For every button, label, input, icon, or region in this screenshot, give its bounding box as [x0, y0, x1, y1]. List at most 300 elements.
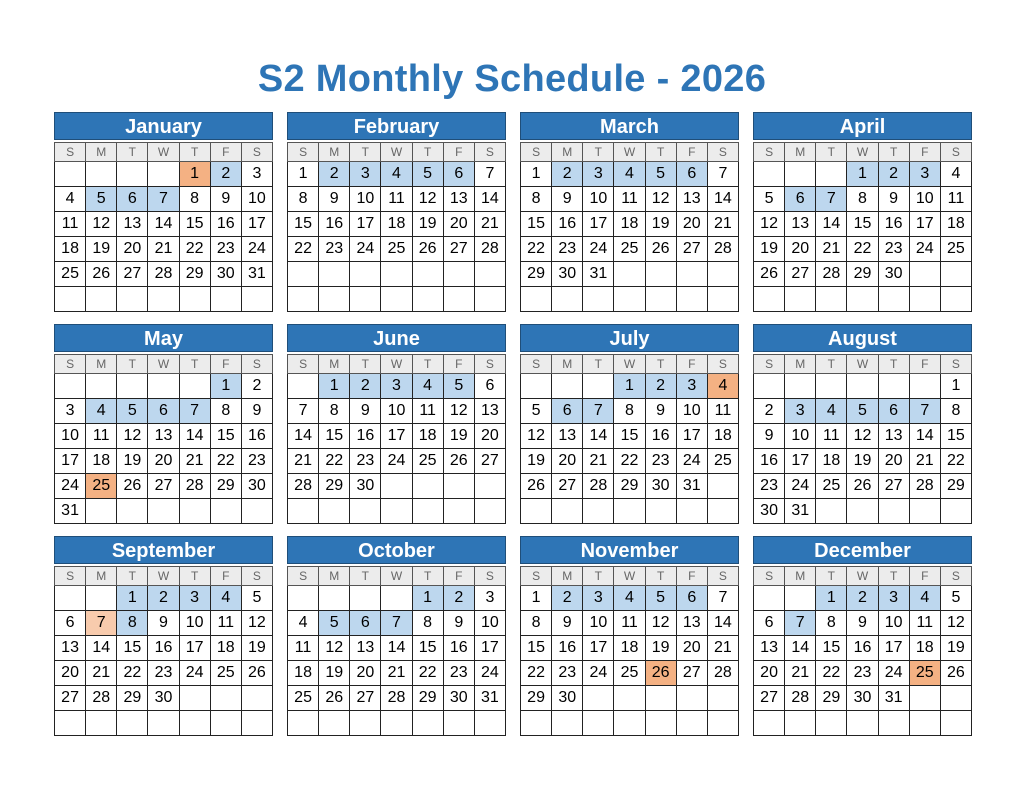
- day-cell: 22: [940, 449, 971, 474]
- day-cell: 7: [381, 611, 412, 636]
- day-cell: 14: [288, 424, 319, 449]
- month-grid: [753, 354, 972, 524]
- day-cell: 11: [412, 399, 443, 424]
- day-cell: 11: [381, 187, 412, 212]
- day-cell: 24: [474, 661, 505, 686]
- weekday-label: T: [179, 355, 210, 374]
- day-cell: 17: [785, 449, 816, 474]
- day-cell: 10: [241, 187, 272, 212]
- empty-cell: [707, 711, 738, 736]
- weekday-label: M: [552, 143, 583, 162]
- month-grid: [54, 354, 273, 524]
- empty-cell: [707, 499, 738, 524]
- empty-cell: [319, 499, 350, 524]
- day-cell: 16: [241, 424, 272, 449]
- empty-cell: [412, 474, 443, 499]
- month-grid: [520, 566, 739, 736]
- empty-cell: [55, 287, 86, 312]
- weekday-label: W: [847, 355, 878, 374]
- day-cell: 1: [847, 162, 878, 187]
- day-cell: 8: [521, 187, 552, 212]
- weekday-label: S: [474, 355, 505, 374]
- weekday-label: T: [350, 567, 381, 586]
- empty-cell: [86, 711, 117, 736]
- day-cell: 23: [878, 237, 909, 262]
- day-cell: 31: [878, 686, 909, 711]
- weekday-label: T: [645, 567, 676, 586]
- day-cell: 6: [148, 399, 179, 424]
- day-cell: 11: [614, 611, 645, 636]
- weekday-label: S: [55, 567, 86, 586]
- empty-cell: [909, 262, 940, 287]
- weekday-label: T: [412, 355, 443, 374]
- day-cell: 1: [614, 374, 645, 399]
- empty-cell: [148, 374, 179, 399]
- empty-cell: [381, 287, 412, 312]
- empty-cell: [521, 287, 552, 312]
- empty-cell: [381, 711, 412, 736]
- empty-cell: [645, 499, 676, 524]
- empty-cell: [816, 162, 847, 187]
- empty-cell: [179, 711, 210, 736]
- empty-cell: [117, 287, 148, 312]
- empty-cell: [381, 499, 412, 524]
- empty-cell: [319, 711, 350, 736]
- empty-cell: [288, 374, 319, 399]
- day-cell: 26: [412, 237, 443, 262]
- day-cell: 23: [319, 237, 350, 262]
- day-cell: 4: [412, 374, 443, 399]
- empty-cell: [86, 374, 117, 399]
- weekday-label: T: [117, 143, 148, 162]
- weekday-label: W: [148, 355, 179, 374]
- day-cell: 12: [754, 212, 785, 237]
- day-cell: 1: [210, 374, 241, 399]
- empty-cell: [55, 374, 86, 399]
- day-cell: 18: [614, 636, 645, 661]
- empty-cell: [350, 262, 381, 287]
- month-header: July: [520, 324, 739, 352]
- day-cell: 2: [754, 399, 785, 424]
- empty-cell: [552, 374, 583, 399]
- weekday-label: T: [179, 567, 210, 586]
- day-cell: 26: [117, 474, 148, 499]
- empty-cell: [847, 711, 878, 736]
- day-cell: 17: [241, 212, 272, 237]
- empty-cell: [816, 374, 847, 399]
- weekday-label: T: [878, 355, 909, 374]
- day-cell: 8: [614, 399, 645, 424]
- weekday-label: T: [645, 355, 676, 374]
- day-cell: 18: [707, 424, 738, 449]
- day-cell: 15: [521, 212, 552, 237]
- empty-cell: [878, 499, 909, 524]
- day-cell: 26: [241, 661, 272, 686]
- day-cell: 9: [443, 611, 474, 636]
- empty-cell: [909, 686, 940, 711]
- day-cell: 27: [878, 474, 909, 499]
- day-cell: 6: [676, 586, 707, 611]
- day-cell: 16: [878, 212, 909, 237]
- weekday-label: T: [350, 143, 381, 162]
- empty-cell: [474, 474, 505, 499]
- empty-cell: [583, 711, 614, 736]
- weekday-label: T: [583, 143, 614, 162]
- day-cell: 4: [909, 586, 940, 611]
- empty-cell: [210, 711, 241, 736]
- weekday-label: F: [676, 143, 707, 162]
- weekday-label: S: [940, 143, 971, 162]
- weekday-label: T: [816, 143, 847, 162]
- weekday-label: M: [319, 355, 350, 374]
- day-cell: 12: [521, 424, 552, 449]
- empty-cell: [521, 499, 552, 524]
- month-may: [54, 324, 273, 524]
- day-cell: 9: [350, 399, 381, 424]
- day-cell: 20: [878, 449, 909, 474]
- day-cell: 25: [86, 474, 117, 499]
- empty-cell: [785, 162, 816, 187]
- weekday-label: W: [148, 143, 179, 162]
- day-cell: 27: [443, 237, 474, 262]
- day-cell: 29: [319, 474, 350, 499]
- day-cell: 20: [55, 661, 86, 686]
- day-cell: 22: [319, 449, 350, 474]
- day-cell: 4: [707, 374, 738, 399]
- month-header: December: [753, 536, 972, 564]
- empty-cell: [754, 374, 785, 399]
- day-cell: 16: [350, 424, 381, 449]
- weekday-label: T: [645, 143, 676, 162]
- day-cell: 8: [521, 611, 552, 636]
- month-header: November: [520, 536, 739, 564]
- day-cell: 9: [645, 399, 676, 424]
- weekday-label: W: [847, 567, 878, 586]
- empty-cell: [350, 586, 381, 611]
- day-cell: 30: [241, 474, 272, 499]
- empty-cell: [707, 686, 738, 711]
- day-cell: 27: [148, 474, 179, 499]
- day-cell: 14: [474, 187, 505, 212]
- day-cell: 4: [55, 187, 86, 212]
- day-cell: 19: [940, 636, 971, 661]
- day-cell: 9: [241, 399, 272, 424]
- day-cell: 10: [583, 187, 614, 212]
- day-cell: 26: [940, 661, 971, 686]
- empty-cell: [878, 374, 909, 399]
- day-cell: 26: [645, 661, 676, 686]
- day-cell: 27: [785, 262, 816, 287]
- day-cell: 1: [521, 586, 552, 611]
- day-cell: 29: [847, 262, 878, 287]
- day-cell: 12: [319, 636, 350, 661]
- day-cell: 9: [552, 611, 583, 636]
- weekday-label: T: [412, 567, 443, 586]
- empty-cell: [552, 711, 583, 736]
- day-cell: 29: [614, 474, 645, 499]
- day-cell: 14: [707, 611, 738, 636]
- empty-cell: [909, 499, 940, 524]
- day-cell: 5: [86, 187, 117, 212]
- day-cell: 14: [381, 636, 412, 661]
- day-cell: 15: [521, 636, 552, 661]
- empty-cell: [86, 499, 117, 524]
- weekday-label: W: [381, 143, 412, 162]
- empty-cell: [521, 374, 552, 399]
- day-cell: 6: [785, 187, 816, 212]
- day-cell: 21: [381, 661, 412, 686]
- day-cell: 18: [288, 661, 319, 686]
- empty-cell: [412, 499, 443, 524]
- empty-cell: [816, 499, 847, 524]
- day-cell: 20: [474, 424, 505, 449]
- empty-cell: [909, 287, 940, 312]
- day-cell: 8: [179, 187, 210, 212]
- day-cell: 25: [412, 449, 443, 474]
- day-cell: 7: [707, 162, 738, 187]
- day-cell: 13: [55, 636, 86, 661]
- day-cell: 24: [241, 237, 272, 262]
- weekday-label: S: [754, 567, 785, 586]
- day-cell: 5: [412, 162, 443, 187]
- empty-cell: [816, 287, 847, 312]
- empty-cell: [179, 499, 210, 524]
- day-cell: 13: [785, 212, 816, 237]
- day-cell: 7: [785, 611, 816, 636]
- day-cell: 30: [210, 262, 241, 287]
- day-cell: 26: [847, 474, 878, 499]
- empty-cell: [676, 711, 707, 736]
- day-cell: 19: [443, 424, 474, 449]
- day-cell: 11: [816, 424, 847, 449]
- day-cell: 13: [676, 611, 707, 636]
- day-cell: 13: [754, 636, 785, 661]
- day-cell: 28: [86, 686, 117, 711]
- empty-cell: [614, 499, 645, 524]
- day-cell: 22: [288, 237, 319, 262]
- day-cell: 19: [241, 636, 272, 661]
- day-cell: 19: [319, 661, 350, 686]
- day-cell: 15: [816, 636, 847, 661]
- day-cell: 15: [179, 212, 210, 237]
- day-cell: 26: [86, 262, 117, 287]
- day-cell: 6: [552, 399, 583, 424]
- month-header: September: [54, 536, 273, 564]
- weekday-label: M: [785, 143, 816, 162]
- day-cell: 2: [645, 374, 676, 399]
- day-cell: 22: [614, 449, 645, 474]
- empty-cell: [210, 287, 241, 312]
- empty-cell: [552, 499, 583, 524]
- month-february: [287, 112, 506, 312]
- empty-cell: [878, 287, 909, 312]
- month-grid: [287, 142, 506, 312]
- day-cell: 7: [288, 399, 319, 424]
- day-cell: 18: [381, 212, 412, 237]
- day-cell: 8: [117, 611, 148, 636]
- day-cell: 17: [583, 636, 614, 661]
- weekday-label: T: [117, 355, 148, 374]
- day-cell: 9: [878, 187, 909, 212]
- day-cell: 16: [210, 212, 241, 237]
- day-cell: 25: [614, 237, 645, 262]
- day-cell: 4: [816, 399, 847, 424]
- weekday-label: T: [117, 567, 148, 586]
- weekday-label: S: [707, 567, 738, 586]
- empty-cell: [645, 711, 676, 736]
- day-cell: 9: [552, 187, 583, 212]
- day-cell: 8: [940, 399, 971, 424]
- weekday-label: M: [86, 567, 117, 586]
- day-cell: 18: [55, 237, 86, 262]
- day-cell: 29: [117, 686, 148, 711]
- day-cell: 18: [86, 449, 117, 474]
- day-cell: 25: [210, 661, 241, 686]
- empty-cell: [474, 262, 505, 287]
- month-header: February: [287, 112, 506, 140]
- day-cell: 23: [241, 449, 272, 474]
- month-july: [520, 324, 739, 524]
- day-cell: 6: [117, 187, 148, 212]
- weekday-label: S: [55, 143, 86, 162]
- empty-cell: [86, 586, 117, 611]
- weekday-label: F: [210, 143, 241, 162]
- empty-cell: [940, 262, 971, 287]
- day-cell: 15: [940, 424, 971, 449]
- weekday-label: S: [521, 355, 552, 374]
- empty-cell: [241, 499, 272, 524]
- day-cell: 19: [117, 449, 148, 474]
- day-cell: 11: [707, 399, 738, 424]
- weekday-label: T: [583, 567, 614, 586]
- day-cell: 8: [288, 187, 319, 212]
- day-cell: 25: [288, 686, 319, 711]
- empty-cell: [754, 711, 785, 736]
- weekday-label: T: [179, 143, 210, 162]
- empty-cell: [614, 287, 645, 312]
- day-cell: 1: [412, 586, 443, 611]
- day-cell: 3: [583, 162, 614, 187]
- day-cell: 19: [645, 212, 676, 237]
- day-cell: 13: [474, 399, 505, 424]
- empty-cell: [754, 162, 785, 187]
- day-cell: 12: [117, 424, 148, 449]
- day-cell: 25: [940, 237, 971, 262]
- day-cell: 19: [521, 449, 552, 474]
- day-cell: 11: [909, 611, 940, 636]
- day-cell: 6: [55, 611, 86, 636]
- weekday-label: W: [614, 143, 645, 162]
- empty-cell: [381, 262, 412, 287]
- weekday-label: W: [381, 355, 412, 374]
- day-cell: 17: [179, 636, 210, 661]
- month-january: [54, 112, 273, 312]
- weekday-label: S: [707, 355, 738, 374]
- empty-cell: [474, 711, 505, 736]
- day-cell: 11: [210, 611, 241, 636]
- day-cell: 27: [676, 661, 707, 686]
- empty-cell: [614, 686, 645, 711]
- day-cell: 11: [288, 636, 319, 661]
- day-cell: 2: [552, 586, 583, 611]
- day-cell: 24: [381, 449, 412, 474]
- empty-cell: [148, 162, 179, 187]
- day-cell: 6: [474, 374, 505, 399]
- empty-cell: [443, 262, 474, 287]
- weekday-label: W: [847, 143, 878, 162]
- day-cell: 19: [847, 449, 878, 474]
- day-cell: 29: [521, 262, 552, 287]
- day-cell: 24: [583, 237, 614, 262]
- day-cell: 22: [412, 661, 443, 686]
- empty-cell: [878, 711, 909, 736]
- day-cell: 3: [785, 399, 816, 424]
- empty-cell: [412, 711, 443, 736]
- weekday-label: F: [909, 567, 940, 586]
- weekday-label: W: [614, 355, 645, 374]
- day-cell: 21: [785, 661, 816, 686]
- month-grid: [520, 354, 739, 524]
- empty-cell: [583, 287, 614, 312]
- day-cell: 24: [785, 474, 816, 499]
- month-october: [287, 536, 506, 736]
- day-cell: 13: [552, 424, 583, 449]
- page-title: S2 Monthly Schedule - 2026: [257, 58, 767, 100]
- day-cell: 24: [55, 474, 86, 499]
- weekday-label: S: [707, 143, 738, 162]
- weekday-label: S: [754, 355, 785, 374]
- day-cell: 20: [350, 661, 381, 686]
- day-cell: 21: [909, 449, 940, 474]
- weekday-label: S: [241, 143, 272, 162]
- day-cell: 16: [443, 636, 474, 661]
- day-cell: 24: [676, 449, 707, 474]
- day-cell: 2: [319, 162, 350, 187]
- month-grid: [54, 142, 273, 312]
- day-cell: 6: [676, 162, 707, 187]
- empty-cell: [552, 287, 583, 312]
- day-cell: 15: [847, 212, 878, 237]
- day-cell: 31: [785, 499, 816, 524]
- day-cell: 30: [645, 474, 676, 499]
- empty-cell: [117, 374, 148, 399]
- day-cell: 10: [381, 399, 412, 424]
- weekday-label: F: [443, 567, 474, 586]
- day-cell: 17: [55, 449, 86, 474]
- empty-cell: [288, 287, 319, 312]
- day-cell: 21: [86, 661, 117, 686]
- empty-cell: [288, 499, 319, 524]
- day-cell: 12: [847, 424, 878, 449]
- empty-cell: [179, 686, 210, 711]
- day-cell: 30: [878, 262, 909, 287]
- day-cell: 18: [412, 424, 443, 449]
- day-cell: 17: [909, 212, 940, 237]
- empty-cell: [443, 499, 474, 524]
- day-cell: 12: [940, 611, 971, 636]
- day-cell: 26: [521, 474, 552, 499]
- month-header: March: [520, 112, 739, 140]
- weekday-label: M: [319, 567, 350, 586]
- weekday-label: F: [210, 567, 241, 586]
- day-cell: 29: [816, 686, 847, 711]
- day-cell: 7: [909, 399, 940, 424]
- day-cell: 14: [816, 212, 847, 237]
- weekday-label: S: [754, 143, 785, 162]
- empty-cell: [474, 287, 505, 312]
- day-cell: 13: [117, 212, 148, 237]
- empty-cell: [148, 287, 179, 312]
